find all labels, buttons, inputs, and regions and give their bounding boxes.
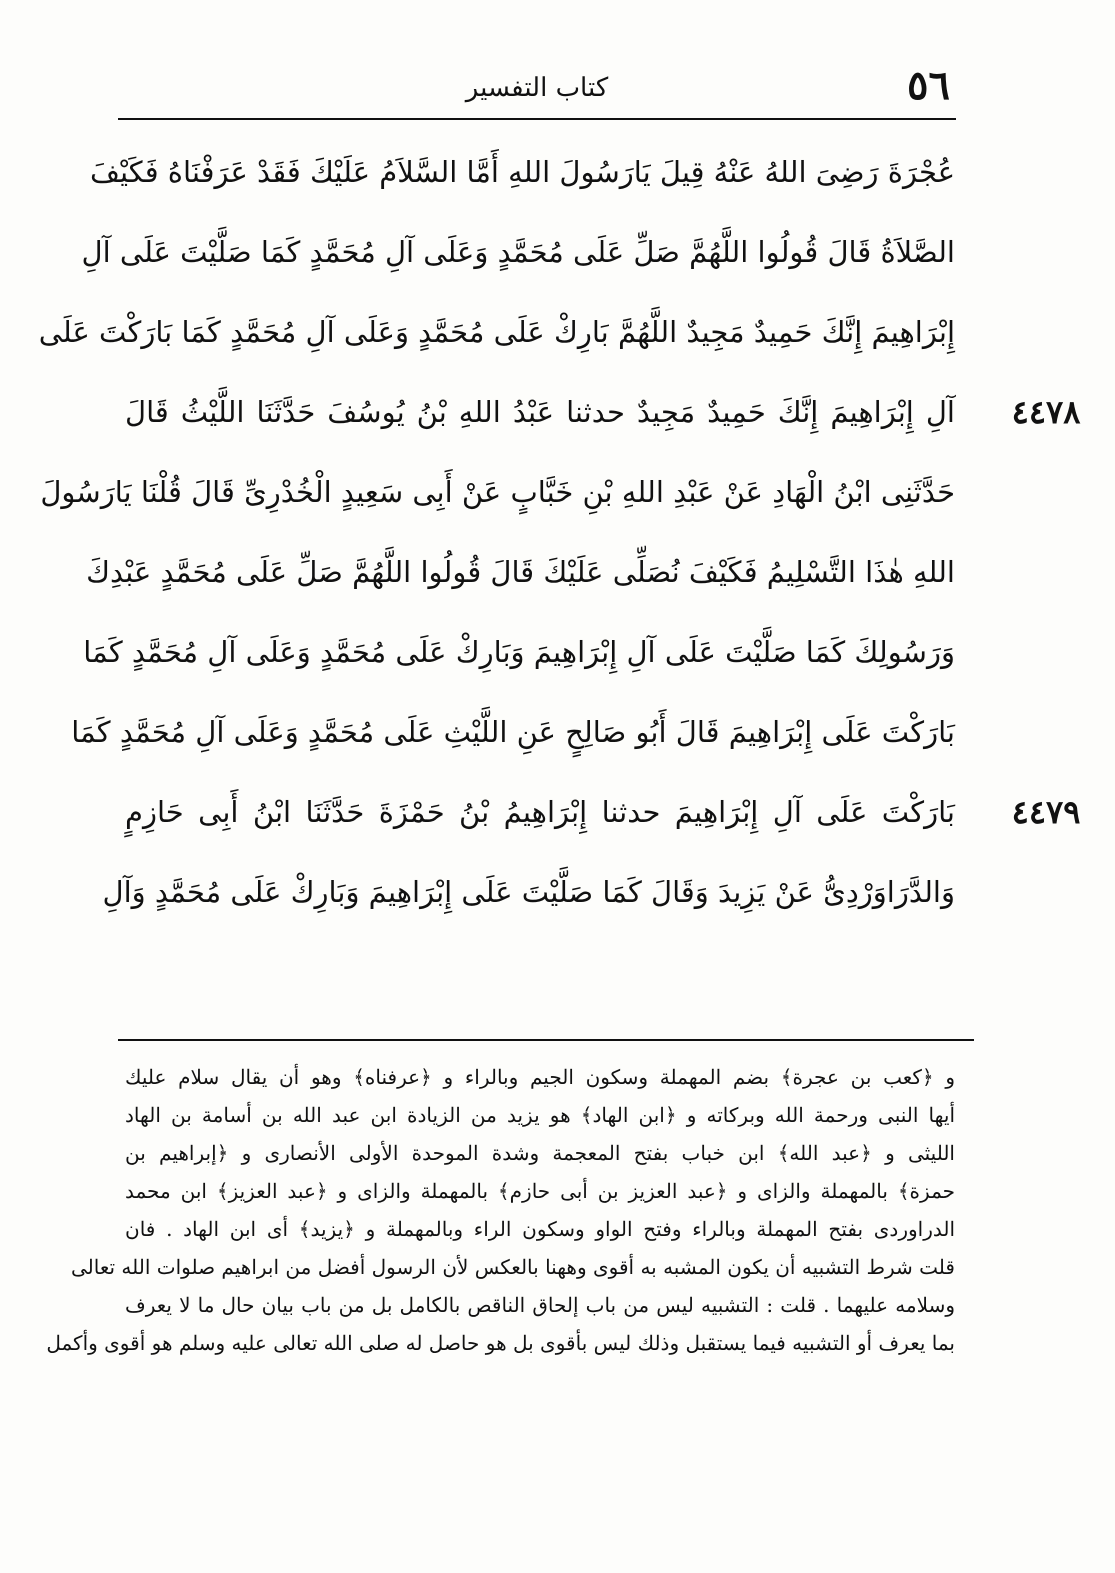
footnote-line: و ﴿كعب بن عجرة﴾ بضم المهملة وسكون الجيم وبالراء و ﴿عرفناه﴾ وهو أن يقال سلام عليك	[125, 1065, 955, 1089]
footnote-line: وسلامه عليهما . قلت : التشبيه ليس من باب إلحاق الناقص بالكامل بل من باب بيان حال ما لا يعرف	[125, 1293, 955, 1317]
footnote-line: الليثى و ﴿عبد الله﴾ ابن خباب بفتح المعجمة وشدة الموحدة الأولى الأنصارى و ﴿إبراهيم بن	[125, 1141, 955, 1165]
footnote-line: حمزة﴾ بالمهملة والزاى و ﴿عبد العزيز بن أبى حازم﴾ بالمهملة والزاى و ﴿عبد العزيز﴾ ابن محمد	[125, 1179, 955, 1203]
footnote-line: بما يعرف أو التشبيه فيما يستقبل وذلك ليس بأقوى بل هو حاصل له صلى الله تعالى عليه وسلم هو أقوى وأكمل	[46, 1331, 955, 1355]
main-text-line: اللهِ هٰذَا التَّسْلِيمُ فَكَيْفَ نُصَلِّى عَلَيْكَ قَالَ قُولُوا اللَّهُمَّ صَلِّ عَلَى مُحَمَّدٍ عَبْدِكَ	[86, 555, 955, 589]
running-title: كتاب التفسير	[465, 73, 609, 103]
main-text-line: بَارَكْتَ عَلَى آلِ إِبْرَاهِيمَ حدثنا إِبْرَاهِيمُ بْنُ حَمْزَةَ حَدَّثَنَا ابْنُ أَبِى حَازِمٍ	[125, 795, 955, 829]
main-text-line: إِبْرَاهِيمَ إِنَّكَ حَمِيدٌ مَجِيدٌ اللَّهُمَّ بَارِكْ عَلَى مُحَمَّدٍ وَعَلَى آلِ مُحَمَّدٍ كَمَا بَارَكْتَ عَلَى	[38, 315, 955, 349]
footnote-line: قلت شرط التشبيه أن يكون المشبه به أقوى وههنا بالعكس لأن الرسول أفضل من ابراهيم صلوات الله تعالى	[70, 1255, 955, 1279]
page-header	[118, 58, 956, 120]
main-text-line: بَارَكْتَ عَلَى إِبْرَاهِيمَ قَالَ أَبُو صَالِحٍ عَنِ اللَّيْثِ عَلَى مُحَمَّدٍ وَعَلَى آلِ مُحَمَّدٍ كَمَا	[71, 715, 955, 749]
hadith-number: ٤٤٧٩	[1011, 793, 1081, 831]
page-number: ٥٦	[907, 62, 950, 109]
main-text-line: وَرَسُولِكَ كَمَا صَلَّيْتَ عَلَى آلِ إِبْرَاهِيمَ وَبَارِكْ عَلَى مُحَمَّدٍ وَعَلَى آلِ مُحَمَّدٍ كَمَا	[83, 635, 955, 669]
footnote-line: أيها النبى ورحمة الله وبركاته و ﴿ابن الهاد﴾ هو يزيد من الزيادة ابن عبد الله بن أسامة بن الهاد	[125, 1103, 955, 1127]
main-text-line: آلِ إِبْرَاهِيمَ إِنَّكَ حَمِيدٌ مَجِيدٌ حدثنا عَبْدُ اللهِ بْنُ يُوسُفَ حَدَّثَنَا اللَّيْثُ قَالَ	[125, 395, 955, 429]
main-text-line: حَدَّثَنِى ابْنُ الْهَادِ عَنْ عَبْدِ اللهِ بْنِ خَبَّابٍ عَنْ أَبِى سَعِيدٍ الْخُدْرِىِّ قَالَ قُلْنَا يَارَسُولَ	[40, 475, 955, 509]
hadith-number: ٤٤٧٨	[1011, 393, 1081, 431]
footnote-line: الدراوردى بفتح المهملة وبالراء وفتح الواو وسكون الراء وبالمهملة و ﴿يزيد﴾ أى ابن الهاد . فان	[125, 1217, 955, 1241]
main-text-line: عُجْرَةَ رَضِىَ اللهُ عَنْهُ قِيلَ يَارَسُولَ اللهِ أَمَّا السَّلاَمُ عَلَيْكَ فَقَدْ عَرَفْنَاهُ فَكَيْفَ	[89, 155, 955, 189]
main-text-line: الصَّلاَةُ قَالَ قُولُوا اللَّهُمَّ صَلِّ عَلَى مُحَمَّدٍ وَعَلَى آلِ مُحَمَّدٍ كَمَا صَلَّيْتَ عَلَى آلِ	[81, 235, 955, 269]
footnote-divider	[118, 1039, 974, 1041]
main-text-line: وَالدَّرَاوَرْدِىُّ عَنْ يَزِيدَ وَقَالَ كَمَا صَلَّيْتَ عَلَى إِبْرَاهِيمَ وَبَارِكْ عَلَى مُحَمَّدٍ وَآلِ	[102, 875, 955, 909]
